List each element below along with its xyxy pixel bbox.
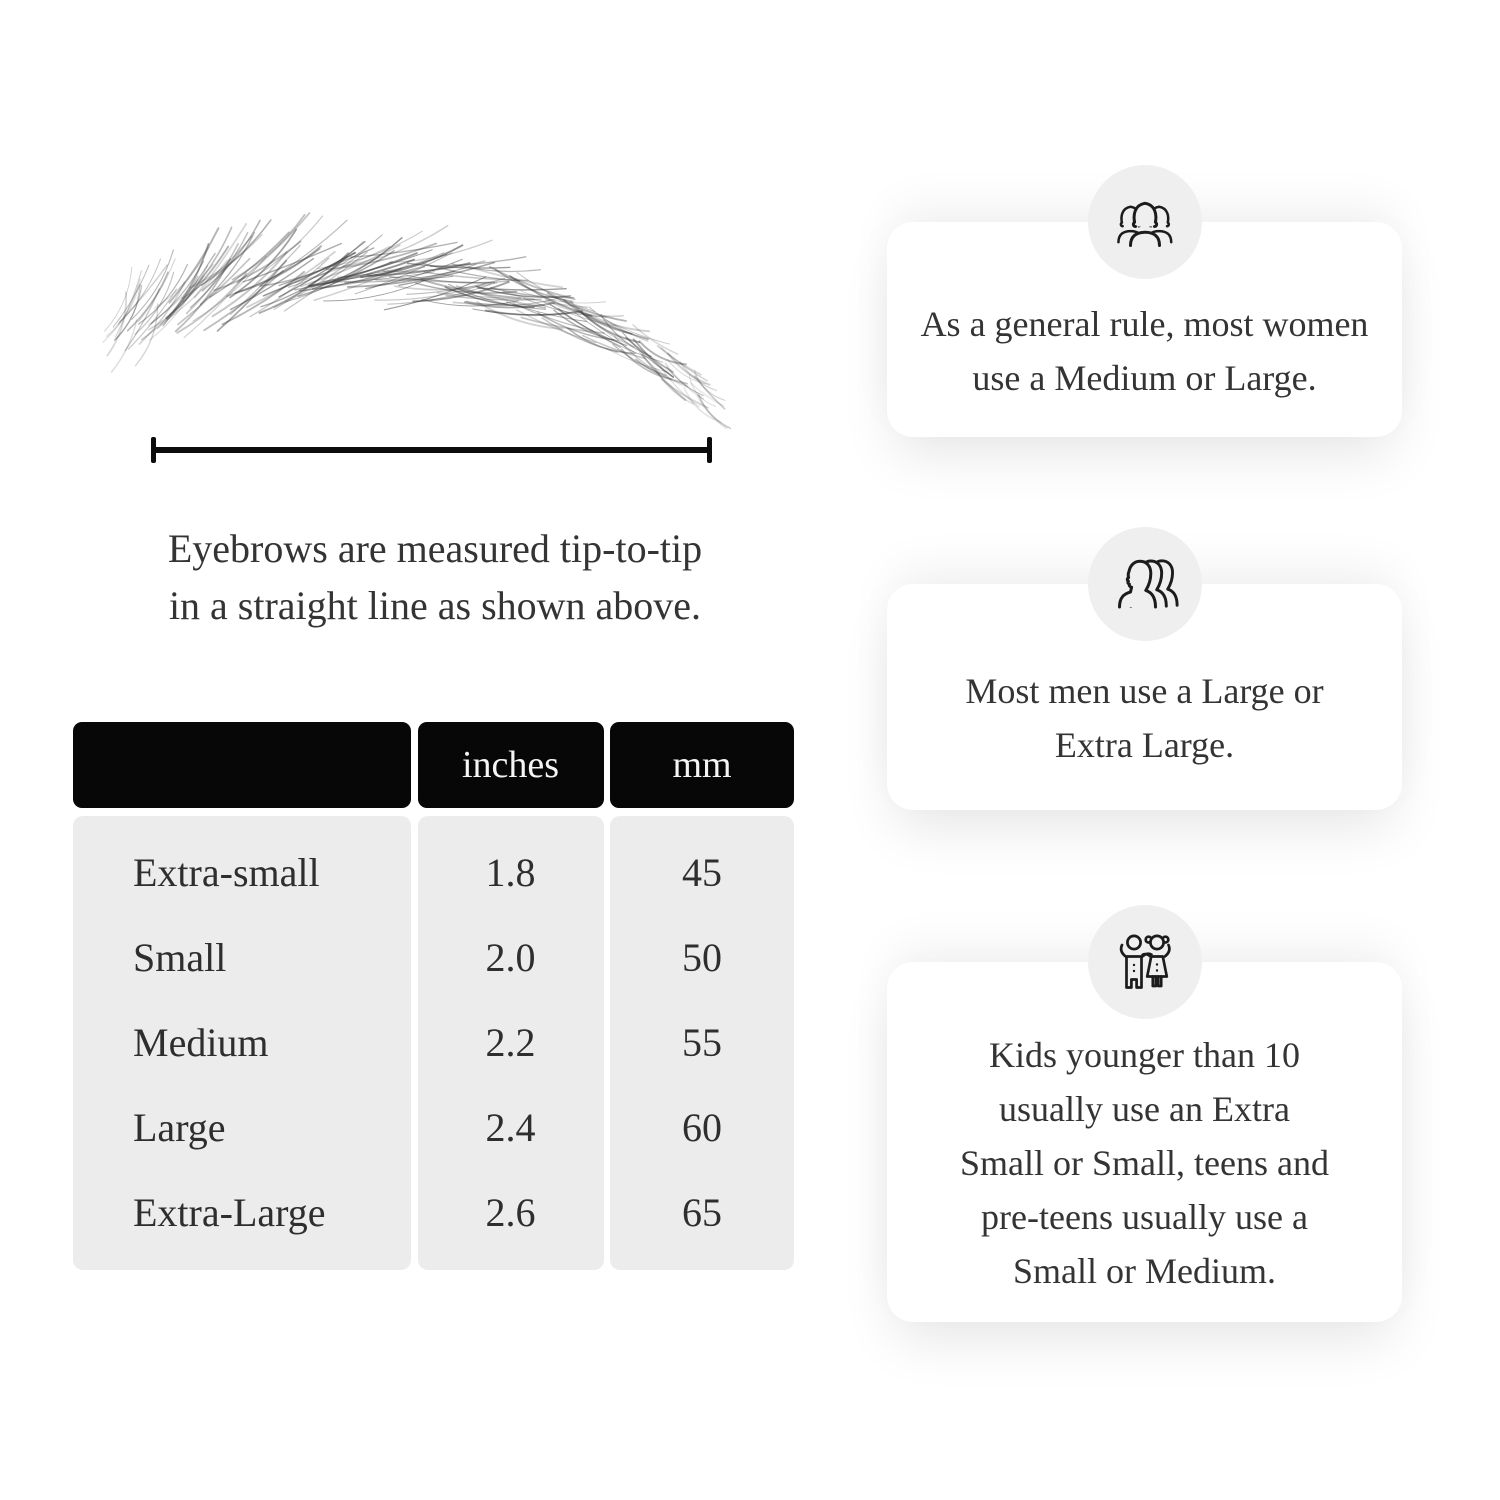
table-header-inches: inches bbox=[418, 722, 604, 808]
table-row-label: Small bbox=[133, 935, 227, 980]
table-cell-mm: 55 bbox=[682, 1020, 722, 1065]
eyebrow-illustration bbox=[105, 225, 750, 455]
table-cell-mm: 50 bbox=[682, 935, 722, 980]
table-cell-inches: 1.8 bbox=[485, 850, 536, 895]
men-size-text bbox=[965, 664, 1323, 772]
table-cell-mm: 45 bbox=[682, 850, 722, 895]
table-header-size bbox=[73, 722, 411, 808]
measurement-line bbox=[151, 437, 712, 463]
card-line: Small or Medium. bbox=[1012, 1251, 1276, 1291]
measurement-bar bbox=[151, 447, 712, 453]
measurement-tick-right bbox=[707, 437, 712, 463]
table-cell-mm: 60 bbox=[682, 1105, 722, 1150]
table-row-label: Large bbox=[133, 1105, 226, 1150]
table-cell-inches: 2.4 bbox=[485, 1105, 536, 1150]
men-group-icon bbox=[1088, 527, 1202, 641]
card-line: pre-teens usually use a bbox=[981, 1197, 1308, 1237]
kids-size-text bbox=[960, 1028, 1329, 1298]
card-line: use a Medium or Large. bbox=[972, 357, 1317, 398]
caption-line: Eyebrows are measured tip-to-tip bbox=[167, 526, 703, 571]
card-line: Small or Small, teens and bbox=[960, 1143, 1329, 1183]
women-group-icon bbox=[1088, 165, 1202, 279]
card-line: Kids younger than 10 bbox=[989, 1035, 1300, 1075]
table-cell-mm: 65 bbox=[682, 1190, 722, 1235]
table-cell-inches: 2.6 bbox=[485, 1190, 536, 1235]
table-column-mm bbox=[610, 816, 794, 1270]
measurement-caption bbox=[90, 520, 780, 634]
women-size-text bbox=[921, 297, 1369, 405]
table-cell-inches: 2.2 bbox=[485, 1020, 536, 1065]
card-line: As a general rule, most women bbox=[920, 303, 1369, 344]
table-column-sizes bbox=[73, 816, 411, 1270]
card-line: Most men use a Large or bbox=[965, 671, 1324, 711]
size-table bbox=[73, 722, 794, 1270]
card-line: Extra Large. bbox=[1054, 725, 1235, 765]
table-row-label: Extra-small bbox=[133, 850, 320, 895]
table-column-inches bbox=[418, 816, 604, 1270]
table-row-label: Extra-Large bbox=[133, 1190, 326, 1235]
caption-line: in a straight line as shown above. bbox=[168, 583, 702, 628]
table-cell-inches: 2.0 bbox=[485, 935, 536, 980]
card-line: usually use an Extra bbox=[999, 1089, 1290, 1129]
table-row-label: Medium bbox=[133, 1020, 269, 1065]
kids-icon bbox=[1088, 905, 1202, 1019]
table-header-mm: mm bbox=[610, 722, 794, 808]
